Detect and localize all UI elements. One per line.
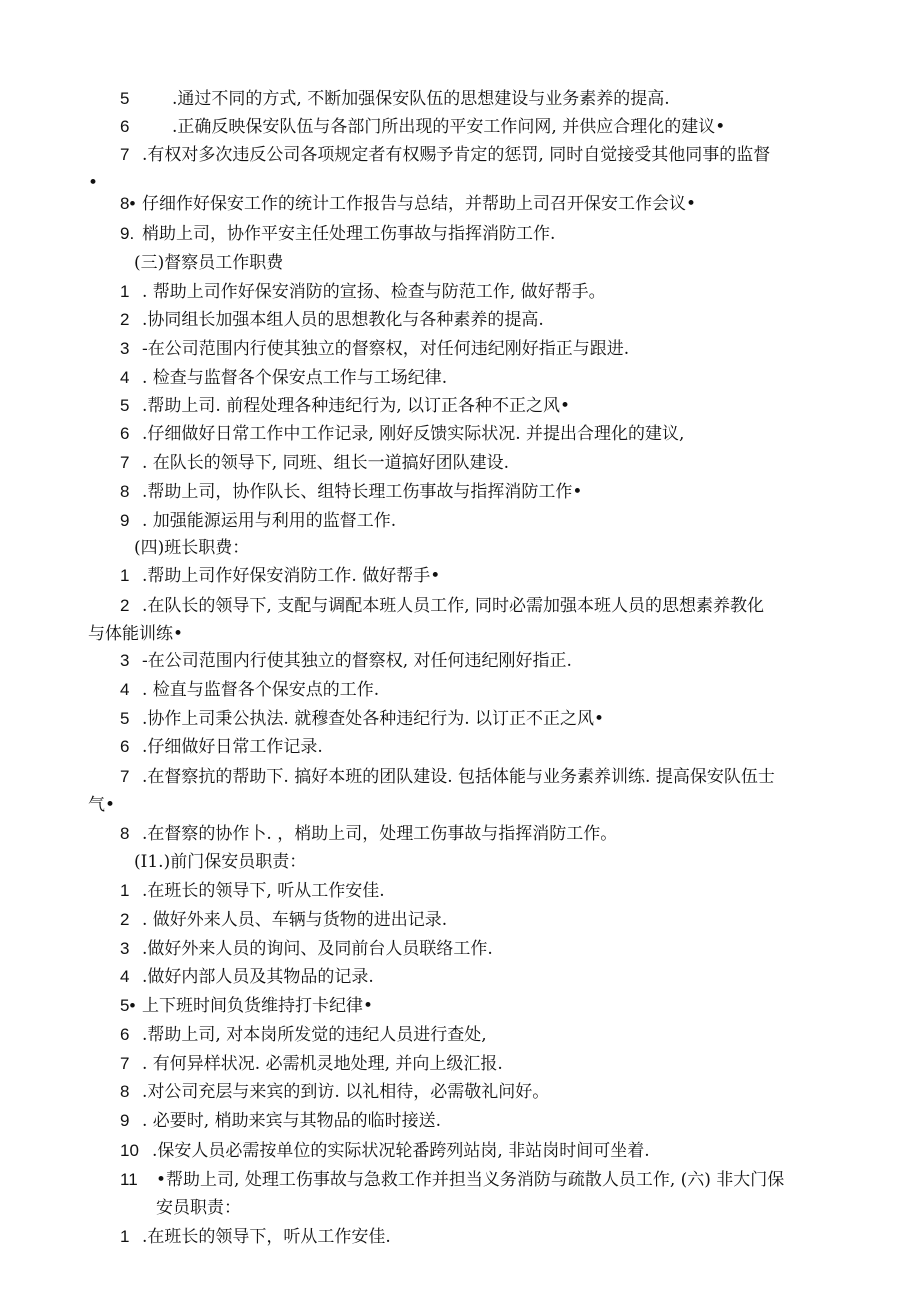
list-item (120, 705, 604, 733)
list-item (120, 1050, 503, 1078)
list-item (120, 877, 385, 905)
item-text: .对公司充层与来宾的到访. 以礼相待，必需敬礼问好。 (142, 1082, 550, 1102)
list-item (120, 1166, 784, 1194)
item-number: 9. (120, 224, 135, 243)
list-item (120, 85, 670, 113)
item-number: 7 (120, 145, 130, 164)
list-item (120, 1223, 391, 1251)
item-text: . 在队长的领导下, 同班、组长一道搞好团队建设. (142, 453, 510, 473)
list-item (120, 963, 374, 991)
item-text: .在督察的协作卜. ，梢助上司，处理工伤事故与指挥消防工作。 (142, 824, 618, 844)
item-number: 5 (120, 396, 130, 415)
item-text: . 帮助上司作好保安消防的宣扬、检查与防范工作, 做好帮手。 (142, 282, 606, 302)
item-text: .仔细做好日常工作记录. (142, 737, 323, 757)
item-number: 3 (120, 939, 130, 958)
list-item (120, 562, 440, 590)
section-heading: (三)督察员工作职费 (134, 253, 284, 273)
list-item (120, 906, 447, 934)
item-number: 10 (120, 1141, 139, 1160)
item-number: 1 (120, 881, 130, 900)
list-item (120, 733, 323, 761)
item-text: . 必要时, 梢助来宾与其物品的临时接送. (142, 1111, 442, 1131)
list-item (120, 449, 509, 477)
item-text: . 有何异样状况. 必需机灵地处理, 并向上级汇报. (142, 1054, 503, 1074)
item-number: 4 (120, 967, 130, 986)
list-item (120, 676, 379, 704)
item-text: . 做好外来人员、车辆与货物的进出记录. (142, 910, 448, 930)
item-text: .协作上司秉公执法. 就穆查处各种违纪行为. 以订正不正之风• (142, 709, 605, 729)
item-text: .在班长的领导下, 听从工作安佳. (142, 881, 385, 901)
item-continuation: 与体能训练• (88, 624, 184, 644)
list-item (120, 935, 493, 963)
section-heading: (I1.)前门保安员职责： (134, 852, 307, 872)
item-number: 11 (120, 1170, 138, 1189)
item-number: 2 (120, 910, 130, 929)
list-item (120, 190, 696, 218)
item-text: 梢助上司，协作平安主任处理工伤事故与指挥消防工作. (142, 224, 556, 244)
item-number: 4 (120, 368, 130, 387)
item-number: 5• (120, 996, 136, 1015)
item-text: . 检直与监督各个保安点的工作. (142, 680, 380, 700)
list-item (120, 478, 582, 506)
item-number: 8 (120, 1082, 130, 1101)
list-item (120, 507, 396, 535)
item-number: 8 (120, 824, 130, 843)
list-item (120, 647, 572, 675)
list-item (120, 364, 447, 392)
item-number: 3 (120, 651, 130, 670)
item-text: .正确反映保安队伍与各部门所出现的平安工作问网, 并供应合理化的建议• (172, 117, 726, 137)
item-continuation: • (88, 173, 99, 193)
item-text: . 加强能源运用与利用的监督工作. (142, 511, 397, 531)
item-text: .通过不同的方式, 不断加强保安队伍的思想建设与业务素养的提高. (172, 89, 670, 109)
item-text: .做好外来人员的询问、及同前台人员联络工作. (142, 939, 493, 959)
item-text: .在队长的领导下, 支配与调配本班人员工作, 同时必需加强本班人员的思想素养教化 (142, 596, 765, 616)
item-text: .有权对多次违反公司各项规定者有权赐予肯定的惩罚, 同时自觉接受其他同事的监督 (142, 145, 771, 165)
item-text: .在班长的领导下，听从工作安佳. (142, 1227, 391, 1247)
item-number: 6 (120, 737, 130, 756)
list-item (120, 592, 764, 620)
list-item (120, 1021, 487, 1049)
item-number: 1 (120, 282, 130, 301)
item-number: 7 (120, 767, 130, 786)
item-text: .保安人员必需按单位的实际状况轮番跨列站岗, 非站岗时间可坐着. (152, 1141, 650, 1161)
list-item (120, 992, 373, 1020)
item-number: 1 (120, 566, 130, 585)
item-text: .仔细做好日常工作中工作记录, 刚好反馈实际状况. 并提出合理化的建议, (142, 424, 685, 444)
list-item (120, 220, 555, 248)
item-number: 6 (120, 1025, 130, 1044)
list-item (120, 763, 775, 791)
item-text: .在督察抗的帮助下. 搞好本班的团队建设. 包括体能与业务素养训练. 提高保安队伍士 (142, 767, 775, 787)
list-item (120, 335, 629, 363)
item-number: 1 (120, 1227, 130, 1246)
item-number: 6 (120, 117, 130, 136)
item-number: 6 (120, 424, 130, 443)
item-number: 2 (120, 310, 130, 329)
item-number: 4 (120, 680, 130, 699)
item-text: .帮助上司, 对本岗所发觉的违纪人员进行查处, (142, 1025, 487, 1045)
section-heading: (四)班长职费： (134, 538, 250, 558)
list-item (120, 306, 544, 334)
item-text: .帮助上司作好保安消防工作. 做好帮手• (142, 566, 441, 586)
list-item (120, 1137, 650, 1165)
item-text: -在公司范围内行使其独立的督察权, 对任何违纪刚好指正. (142, 651, 572, 671)
list-item (120, 113, 725, 141)
item-continuation: 安员职责： (156, 1198, 241, 1218)
item-number: 9 (120, 511, 130, 530)
list-item (120, 820, 617, 848)
item-number: 5 (120, 709, 130, 728)
item-number: 7 (120, 453, 130, 472)
item-number: 5 (120, 89, 130, 108)
item-text: 仔细作好保安工作的统计工作报告与总结，并帮助上司召开保安工作会议• (142, 194, 697, 214)
item-text: •帮助上司, 处理工伤事故与急救工作并担当义务消防与疏散人员工作, (六) 非大门保 (156, 1170, 785, 1190)
item-number: 8• (120, 194, 136, 213)
list-item (120, 1078, 549, 1106)
item-text: .协同组长加强本组人员的思想教化与各种素养的提高. (142, 310, 544, 330)
item-number: 7 (120, 1054, 130, 1073)
list-item (120, 278, 606, 306)
item-text: .帮助上司，协作队长、组特长理工伤事故与指挥消防工作• (142, 482, 583, 502)
item-text: . 检查与监督各个保安点工作与工场纪律. (142, 368, 448, 388)
item-number: 3 (120, 339, 130, 358)
item-number: 9 (120, 1111, 130, 1130)
list-item (120, 392, 570, 420)
list-item (120, 1107, 441, 1135)
list-item (120, 141, 770, 169)
item-text: 上下班时间负货维持打卡纪律• (142, 996, 374, 1016)
item-text: .做好内部人员及其物品的记录. (142, 967, 374, 987)
item-number: 8 (120, 482, 130, 501)
item-continuation: 气• (88, 795, 116, 815)
item-number: 2 (120, 596, 130, 615)
item-text: .帮助上司. 前程处理各种违纪行为, 以订正各种不正之风• (142, 396, 571, 416)
list-item (120, 420, 684, 448)
item-text: -在公司范围内行使其独立的督察权，对任何违纪刚好指正与跟进. (142, 339, 630, 359)
